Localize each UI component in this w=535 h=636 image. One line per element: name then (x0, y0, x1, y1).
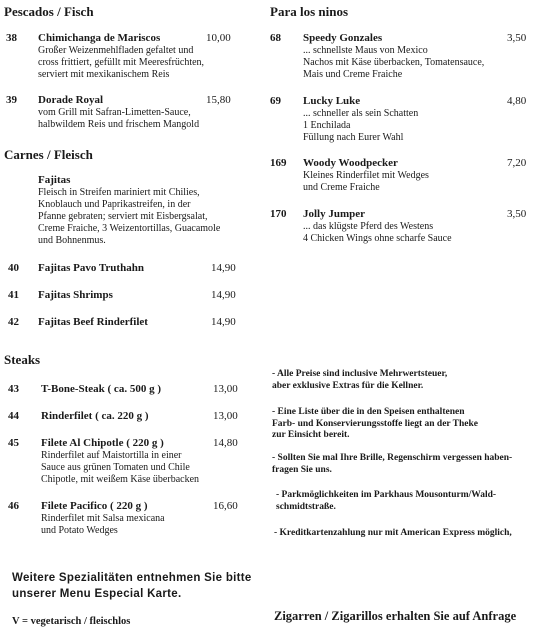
note-credit-card: - Kreditkartenzahlung nur mit American Express möglich, (274, 528, 512, 538)
item-description: ... schnellste Maus von Mexico Nachos mit Käse überbacken, Tomatensauce, Mais und Creme Fraiche (303, 45, 485, 80)
item-number: 169 (270, 157, 287, 169)
item-number: 46 (8, 500, 19, 512)
item-name: Speedy Gonzales (303, 32, 383, 44)
item-name: Fajitas Beef Rinderfilet (38, 316, 148, 328)
item-number: 40 (8, 262, 19, 274)
item-description: ... schneller als sein Schatten 1 Enchilada Füllung nach Eurer Wahl (303, 108, 419, 143)
note-prices: - Alle Preise sind inclusive Mehrwertsteuer, aber exklusive Extras für die Kellner. (272, 369, 448, 391)
item-name: Jolly Jumper (303, 208, 366, 220)
item-price: 14,90 (211, 316, 236, 328)
item-price: 16,60 (213, 500, 238, 512)
item-name: Dorade Royal (38, 94, 104, 106)
note-parking: - Parkmöglichkeiten im Parkhaus Mousonturm/Wald- schmidtstraße. (276, 490, 497, 512)
item-name: Chimichanga de Mariscos (38, 32, 161, 44)
item-number: 38 (6, 32, 17, 44)
item-price: 15,80 (206, 94, 231, 106)
item-description: ... das klügste Pferd des Westens 4 Chicken Wings ohne scharfe Sauce (303, 221, 452, 244)
item-name: Fajitas Pavo Truthahn (38, 262, 144, 274)
item-price: 14,80 (213, 437, 238, 449)
item-number: 69 (270, 95, 281, 107)
item-number: 41 (8, 289, 19, 301)
item-name: Woody Woodpecker (303, 157, 398, 169)
item-name: Rinderfilet ( ca. 220 g ) (41, 410, 149, 422)
item-name: Lucky Luke (303, 95, 361, 107)
fajitas-title: Fajitas (38, 174, 71, 186)
item-description: vom Grill mit Safran-Limetten-Sauce, halbwildem Reis und frischem Mangold (38, 107, 200, 130)
item-number: 45 (8, 437, 19, 449)
item-description: Großer Weizenmehlfladen gefaltet und cross frittiert, gefüllt mit Meeresfrüchten, serviert mit mexikanischem Reis (38, 45, 205, 80)
item-name: Fajitas Shrimps (38, 289, 113, 301)
item-number: 39 (6, 94, 17, 106)
section-title-pescados: Pescados / Fisch (4, 4, 94, 19)
item-price: 7,20 (507, 157, 527, 169)
item-price: 13,00 (213, 383, 238, 395)
section-title-carnes: Carnes / Fleisch (4, 147, 93, 162)
item-price: 10,00 (206, 32, 231, 44)
item-number: 170 (270, 208, 287, 220)
note-additives: - Eine Liste über die in den Speisen enthaltenen Farb- und Konservierungsstoffe liegt an der Theke zur Einsicht bereit. (272, 407, 479, 440)
item-description: Rinderfilet auf Maistortilla in einer Sauce aus grünen Tomaten und Chile Chipotle, mit weißem Käse überbacken (41, 450, 200, 485)
item-number: 43 (8, 383, 19, 395)
specials-note: Weitere Spezialitäten entnehmen Sie bitte unserer Menu Especial Karte. (12, 572, 252, 600)
section-title-steaks: Steaks (4, 352, 41, 367)
item-name: T-Bone-Steak ( ca. 500 g ) (41, 383, 161, 395)
note-lost-items: - Sollten Sie mal Ihre Brille, Regenschirm vergessen haben- fragen Sie uns. (272, 453, 513, 475)
section-title-ninos: Para los ninos (270, 4, 349, 19)
item-description: Rinderfilet mit Salsa mexicana und Potato Wedges (41, 513, 165, 536)
item-price: 3,50 (507, 208, 527, 220)
item-name: Filete Pacifico ( 220 g ) (41, 500, 148, 512)
vegetarian-legend: V = vegetarisch / fleischlos (12, 616, 131, 627)
fajitas-description: Fleisch in Streifen mariniert mit Chilies, Knoblauch und Paprikastreifen, in der Pfanne gebraten; serviert mit Eisbergsalat, Creme Fraiche, 3 Weizentortillas, Guacamole und Bohnenmus. (38, 187, 221, 246)
item-name: Filete Al Chipotle ( 220 g ) (41, 437, 164, 449)
item-number: 68 (270, 32, 281, 44)
item-price: 3,50 (507, 32, 527, 44)
cigars-note: Zigarren / Zigarillos erhalten Sie auf Anfrage (274, 609, 517, 623)
item-price: 13,00 (213, 410, 238, 422)
item-number: 44 (8, 410, 19, 422)
item-number: 42 (8, 316, 19, 328)
item-price: 14,90 (211, 262, 236, 274)
item-price: 4,80 (507, 95, 527, 107)
item-description: Kleines Rinderfilet mit Wedges und Creme Fraiche (303, 170, 429, 193)
item-price: 14,90 (211, 289, 236, 301)
